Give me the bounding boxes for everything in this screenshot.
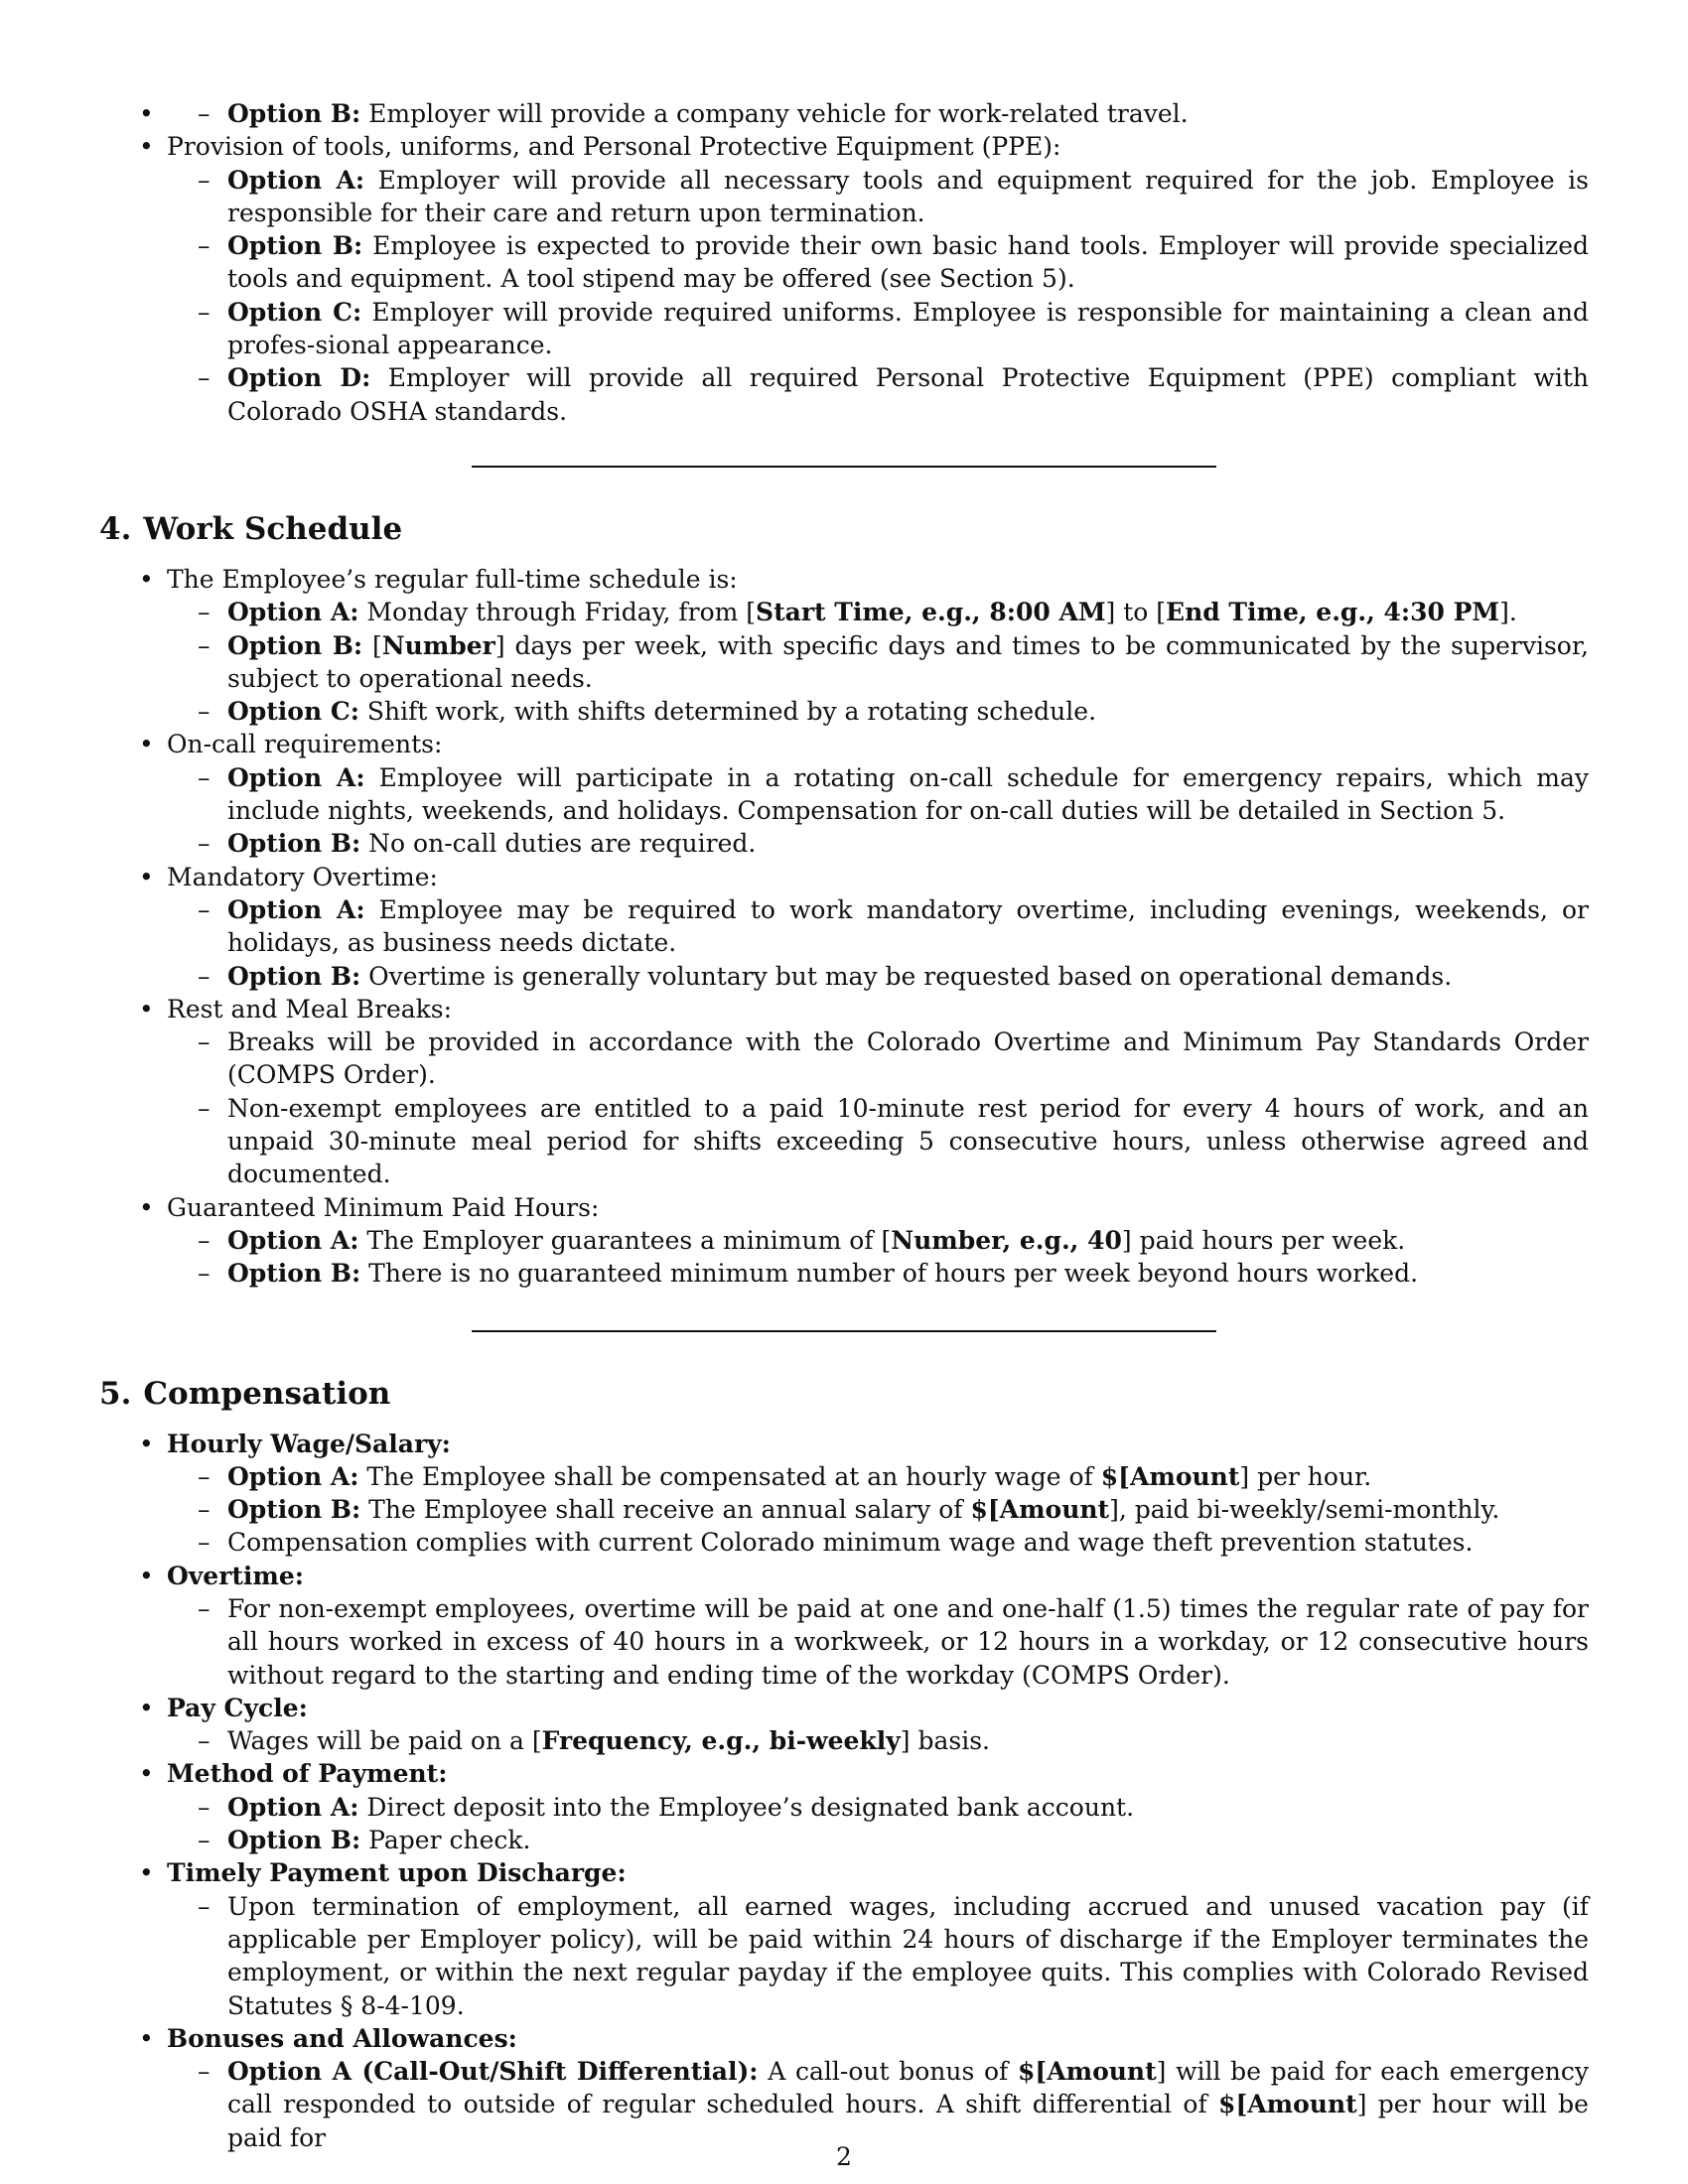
section-5-heading: 5. Compensation [99,1375,391,1412]
list-item: • Bonuses and Allowances: – Option A (Call-Out/Shift Differential): A call-out bonus of $[Amount] will be paid for each emergency call responded to outside of regular scheduled hours. A shift differential of $[Amount] per hour will be paid for [99,2022,1589,2154]
list-item: • Hourly Wage/Salary: – Option A: The Employee shall be compensated at an hourly wage of $[Amount] per hour. – Option B: The Employee shall receive an annual salary of $[Amount], paid bi-weekly/semi-monthly. – Compensation complies with current Colorado minimum wage and wage theft prevention statutes. [99,1428,1589,1560]
section-4-heading: 4. Work Schedule [99,510,403,547]
list-item: – Upon termination of employment, all earned wages, including accrued and unused vacation pay (if applicable per Employer policy), will be paid within 24 hours of discharge if the Employer terminates the employment, or within the next regular payday if the employee quits. This complies with Colorado Revised Statutes § 8-4-109. [167,1890,1589,2022]
list-item: • Method of Payment: – Option A: Direct deposit into the Employee’s designated bank account. – Option B: Paper check. [99,1757,1589,1856]
list-item: – Option B: Paper check. [167,1824,1589,1856]
list-item: – Non-exempt employees are entitled to a paid 10-minute rest period for every 4 hours of work, and an unpaid 30-minute meal period for shifts exceeding 5 consecutive hours, unless otherwise agreed and documented. [167,1092,1589,1191]
list-item: – Option A: Employee will participate in a rotating on-call schedule for emergency repairs, which may include nights, weekends, and holidays. Compensation for on-call duties will be detailed in Section 5. [167,761,1589,828]
list-item: – Option A: Employee may be required to work mandatory overtime, including evenings, weekends, or holidays, as business needs dictate. [167,893,1589,960]
list-item: • Overtime: – For non-exempt employees, overtime will be paid at one and one-half (1.5) times the regular rate of pay for all hours worked in excess of 40 hours in a workweek, or 12 hours in a workday, or 12 consecutive hours without regard to the starting and ending time of the workday (COMPS Order). [99,1560,1589,1692]
list-item: – Option D: Employer will provide all required Personal Protective Equipment (PPE) compliant with Colorado OSHA standards. [167,361,1589,428]
list-item: • Mandatory Overtime: – Option A: Employee may be required to work mandatory overtime, including evenings, weekends, or holidays, as business needs dictate. – Option B: Overtime is generally voluntary but may be requested based on operational demands. [99,861,1589,993]
list-item: • Timely Payment upon Discharge: – Upon termination of employment, all earned wages, including accrued and unused vacation pay (if applicable per Employer policy), will be paid within 24 hours of discharge if the Employer terminates the employment, or within the next regular payday if the employee quits. This complies with Colorado Revised Statutes § 8-4-109. [99,1856,1589,2021]
tools-heading: Provision of tools, uniforms, and Personal Protective Equipment (PPE): [167,132,1061,162]
list-item: – Option A: Monday through Friday, from [Start Time, e.g., 8:00 AM] to [End Time, e.g., 4:30 PM]. [167,596,1589,628]
list-item: – For non-exempt employees, overtime will be paid at one and one-half (1.5) times the regular rate of pay for all hours worked in excess of 40 hours in a workweek, or 12 hours in a workday, or 12 consecutive hours without regard to the starting and ending time of the workday (COMPS Order). [167,1592,1589,1692]
list-item: – Wages will be paid on a [Frequency, e.g., bi-weekly] basis. [167,1724,1589,1757]
section-divider [472,1330,1216,1332]
list-item: – Option B: The Employee shall receive an annual salary of $[Amount], paid bi-weekly/semi-monthly. [167,1493,1589,1526]
list-item [99,97,1589,130]
list-item: – Breaks will be provided in accordance with the Colorado Overtime and Minimum Pay Standards Order (COMPS Order). [167,1025,1589,1092]
list-item: – Option B: Overtime is generally voluntary but may be requested based on operational demands. [167,960,1589,993]
list-item: – Option B: No on-call duties are required. [167,827,1589,860]
section-divider [472,466,1216,468]
list-item: – • Option B: Employer will provide a company vehicle for work-related travel. [167,97,1589,130]
document-page [99,97,1589,2154]
list-item: – Option C: Shift work, with shifts determined by a rotating schedule. [167,695,1589,728]
list-item: • Rest and Meal Breaks: – Breaks will be provided in accordance with the Colorado Overtime and Minimum Pay Standards Order (COMPS Order). – Non-exempt employees are entitled to a paid 10-minute rest period for every 4 hours of work, and an unpaid 30-minute meal period for shifts exceeding 5 consecutive hours, unless otherwise agreed and documented. [99,993,1589,1191]
list-item: • Pay Cycle: – Wages will be paid on a [Frequency, e.g., bi-weekly] basis. [99,1692,1589,1758]
section-4-list [99,563,1589,1291]
list-item: – Option B: Employee is expected to provide their own basic hand tools. Employer will provide specialized tools and equipment. A tool stipend may be offered (see Section 5). [167,229,1589,296]
section-5-list [99,1428,1589,2155]
page-number: 2 [836,2142,852,2171]
list-item [99,130,1589,428]
list-item: • On-call requirements: – Option A: Employee will participate in a rotating on-call schedule for emergency repairs, which may include nights, weekends, and holidays. Compensation for on-call duties will be detailed in Section 5. – Option B: No on-call duties are required. [99,728,1589,860]
list-item: • Guaranteed Minimum Paid Hours: – Option A: The Employer guarantees a minimum of [Number, e.g., 40] paid hours per week. – Option B: There is no guaranteed minimum number of hours per week beyond hours worked. [99,1191,1589,1291]
list-item: – Option A: The Employer guarantees a minimum of [Number, e.g., 40] paid hours per week. [167,1224,1589,1257]
list-item: – Option A (Call-Out/Shift Differential): A call-out bonus of $[Amount] will be paid for each emergency call responded to outside of regular scheduled hours. A shift differential of $[Amount] per hour will be paid for [167,2055,1589,2154]
list-item: – Option A: The Employee shall be compensated at an hourly wage of $[Amount] per hour. [167,1460,1589,1493]
list-item: • The Employee’s regular full-time schedule is: – Option A: Monday through Friday, from [Start Time, e.g., 8:00 AM] to [End Time, e.g., 4:30 PM]. – Option B: [Number] days per week, with specific days and times to be communicated by the supervisor, subject to operational needs. – Option C: Shift work, with shifts determined by a rotating schedule. [99,563,1589,728]
list-item: – Option C: Employer will provide required uniforms. Employee is responsible for maintaining a clean and profes-sional appearance. [167,296,1589,362]
list-item: – Compensation complies with current Colorado minimum wage and wage theft prevention statutes. [167,1526,1589,1559]
list-item: – Option A: Employer will provide all necessary tools and equipment required for the job. Employee is responsible for their care and return upon termination. [167,164,1589,230]
list-item: – Option A: Direct deposit into the Employee’s designated bank account. [167,1791,1589,1824]
list-item: – Option B: [Number] days per week, with specific days and times to be communicated by the supervisor, subject to operational needs. [167,629,1589,696]
section-3-list [99,97,1589,428]
list-item: – Option B: There is no guaranteed minimum number of hours per week beyond hours worked. [167,1257,1589,1290]
